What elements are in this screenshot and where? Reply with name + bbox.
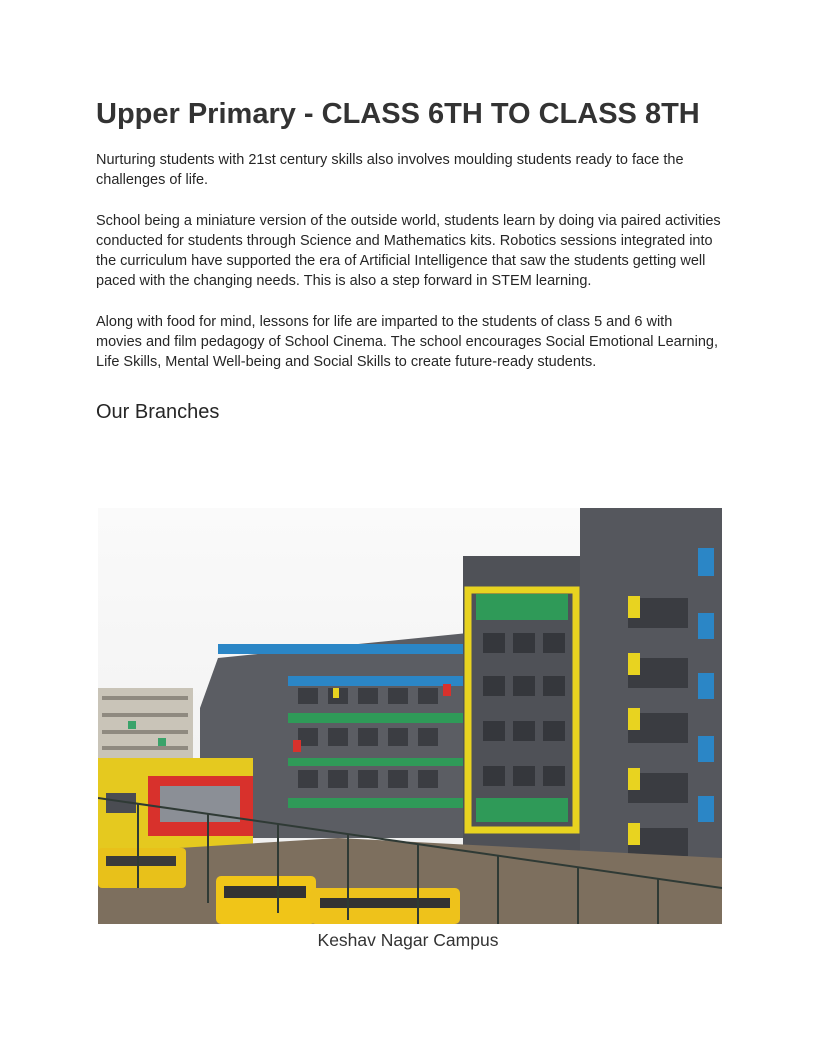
- document-page: [96, 95, 722, 425]
- photo-caption: Keshav Nagar Campus: [317, 930, 499, 950]
- stem-paragraph: School being a miniature version of the outside world, students learn by doing via paired activities conducted for students through Science and Mathematics kits. Robotics sessions integrated into the curriculum have supported the era of Artificial Intelligence that saw the students getting well paced with the changing needs. This is also a step forward in STEM learning.: [96, 212, 721, 290]
- main-building-tower: [463, 556, 581, 856]
- main-building-right-wing: [580, 508, 722, 878]
- branches-heading: Our Branches: [96, 400, 220, 423]
- front-classroom-block: [98, 758, 253, 853]
- background-apartment: [98, 688, 193, 758]
- page-title: Upper Primary - CLASS 6TH TO CLASS 8TH: [96, 98, 700, 130]
- intro-paragraph: Nurturing students with 21st century skills also involves moulding students ready to face the challenges of life.: [96, 152, 684, 189]
- life-skills-paragraph: Along with food for mind, lessons for life are imparted to the students of class 5 and 6 with movies and film pedagogy of School Cinema. The school encourages Social Emotional Learning, Life Skills, Mental Well-being and Social Skills to create future-ready students.: [96, 313, 718, 371]
- campus-building-photo: [98, 508, 722, 924]
